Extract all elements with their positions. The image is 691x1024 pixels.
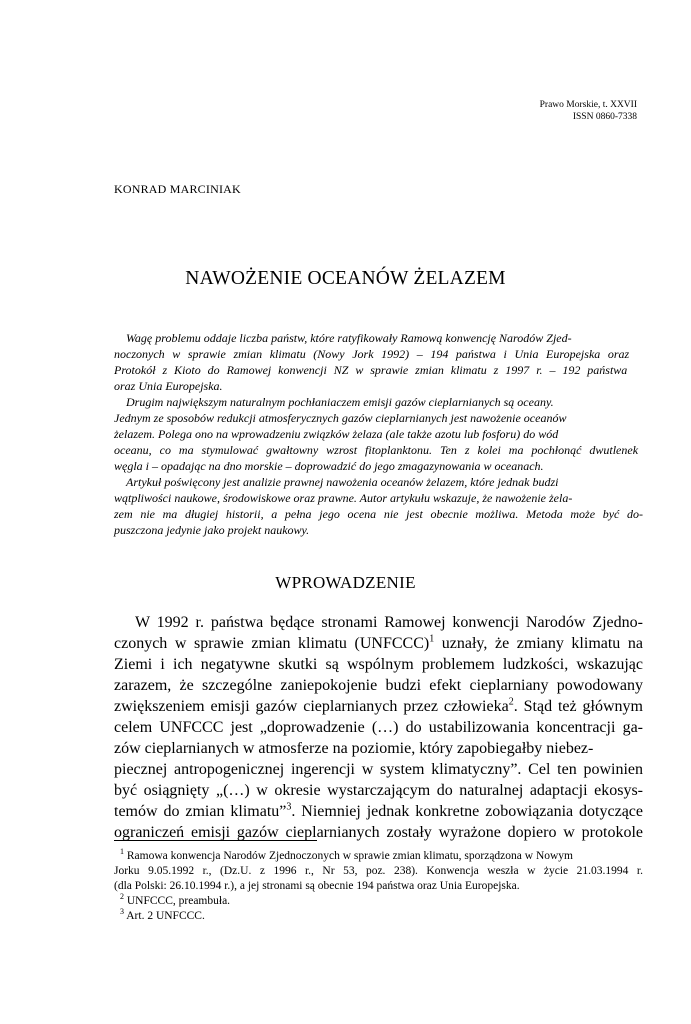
footnote-text: Ramowa konwencja Narodów Zjednoczonych w sprawie zmian klimatu, sporządzona w Nowym: [124, 850, 574, 862]
body-text: [114, 612, 643, 843]
footnote-text: Art. 2 UNFCCC.: [124, 910, 205, 922]
body-line: celem UNFCCC jest „doprowadzenie (…) do ustabilizowania koncentracji ga-: [114, 719, 643, 736]
body-line: być osiągnięty „(…) w okresie wystarczającym do naturalnej adaptacji ekosys-: [114, 782, 643, 799]
footnote-number: 2: [120, 892, 124, 902]
body-line: [114, 696, 643, 717]
body-line: piecznej antropogenicznej ingerencji w system klimatyczny”. Cel ten powinien: [114, 761, 643, 778]
journal-header: [540, 99, 637, 123]
footnote-1-cont: (dla Polski: 26.10.1994 r.), a jej stronami są obecnie 194 państwa oraz Unia Europejska.: [114, 880, 520, 892]
abstract-line: Protokół z Kioto do Ramowej konwencji NZ w sprawie zmian klimatu z 1997 r. – 192 państwa: [114, 363, 628, 377]
body-line: zarazem, że szczególne zaniepokojenie budzi efekt cieplarniany powodowany: [114, 677, 643, 694]
footnote-1: [114, 849, 643, 864]
abstract-line: oceanu, co ma stymulować gwałtowny wzrost fitoplanktonu. Ten z kolei ma pochłonąć dwutlenek: [114, 443, 639, 457]
body-line-text: . Stąd też głównym: [513, 698, 643, 715]
body-line-text: temów do zmian klimatu”: [114, 803, 287, 820]
footnote-number: 3: [120, 907, 124, 917]
footnote-text: UNFCCC, preambuła.: [124, 895, 231, 907]
footnote-ref[interactable]: 1: [429, 633, 435, 645]
footnote-3: [114, 909, 643, 924]
abstract-line: Artykuł poświęcony jest analizie prawnej nawożenia oceanów żelazem, które jednak budzi: [126, 475, 559, 489]
abstract-line: Wagę problemu oddaje liczba państw, które ratyfikowały Ramową konwencję Narodów Zjed-: [126, 331, 572, 345]
abstract-line: puszczona jedynie jako projekt naukowy.: [114, 523, 310, 537]
body-line: W 1992 r. państwa będące stronami Ramowej konwencji Narodów Zjedno-: [135, 614, 643, 631]
journal-issn: ISSN 0860-7338: [572, 112, 637, 122]
abstract-line: Drugim największym naturalnym pochłaniaczem emisji gazów cieplarnianych są oceany.: [126, 395, 554, 409]
abstract-line: Jednym ze sposobów redukcji atmosferycznych gazów cieplarnianych jest nawożenie oceanów: [114, 411, 567, 425]
author-name: KONRAD MARCINIAK: [114, 182, 241, 196]
abstract-line: żelazem. Polega ono na wprowadzeniu związków żelaza (ale także azotu lub fosforu) do wód: [114, 427, 559, 441]
body-line-text: . Niemniej jednak konkretne zobowiązania dotyczące: [291, 803, 644, 820]
footnote-ref[interactable]: 3: [286, 801, 292, 813]
abstract-line: wątpliwości naukowe, środowiskowe oraz prawne. Autor artykułu wskazuje, że nawożenie żela-: [114, 491, 573, 505]
footnote-1-cont: Jorku 9.05.1992 r., (Dz.U. z 1996 r., Nr 53, poz. 238). Konwencja weszła w życie 21.03.1994 r.: [114, 865, 643, 877]
abstract-line: węgla i – opadając na dno morskie – doprowadzić do jego zmagazynowania w oceanach.: [114, 459, 544, 473]
footnote-2: [114, 894, 643, 909]
footnote-separator: [114, 840, 317, 841]
abstract-line: zem nie ma długiej historii, a pełna jego ocena nie jest obecnie możliwa. Metoda może być do-: [114, 507, 643, 521]
body-line: [114, 801, 643, 822]
section-heading: WPROWADZENIE: [275, 573, 416, 592]
body-line: Ziemi i ich negatywne skutki są wspólnym problemem ludzkości, wskazując: [114, 656, 643, 673]
abstract: [114, 330, 643, 538]
article-title: NAWOŻENIE OCEANÓW ŻELAZEM: [185, 268, 506, 289]
body-line-text: uznały, że zmiany klimatu na: [434, 635, 643, 652]
body-line-text: zwiększeniem emisji gazów cieplarnianych przez człowieka: [114, 698, 509, 715]
footnotes: [114, 849, 643, 924]
abstract-line: noczonych w sprawie zmian klimatu (Nowy Jork 1992) – 194 państwa i Unia Europejska oraz: [114, 347, 630, 361]
footnote-number: 1: [120, 847, 124, 857]
body-line-text: czonych w sprawie zmian klimatu (UNFCCC): [114, 635, 430, 652]
abstract-line: oraz Unia Europejska.: [114, 379, 223, 393]
body-line: ograniczeń emisji gazów cieplarnianych zostały wyrażone dopiero w protokole: [114, 824, 643, 841]
body-line: zów cieplarnianych w atmosferze na poziomie, który zapobiegałby niebez-: [114, 740, 594, 757]
body-line: [114, 633, 643, 654]
journal-name: Prawo Morskie, t. XXVII: [539, 100, 637, 110]
footnote-ref[interactable]: 2: [508, 696, 514, 708]
